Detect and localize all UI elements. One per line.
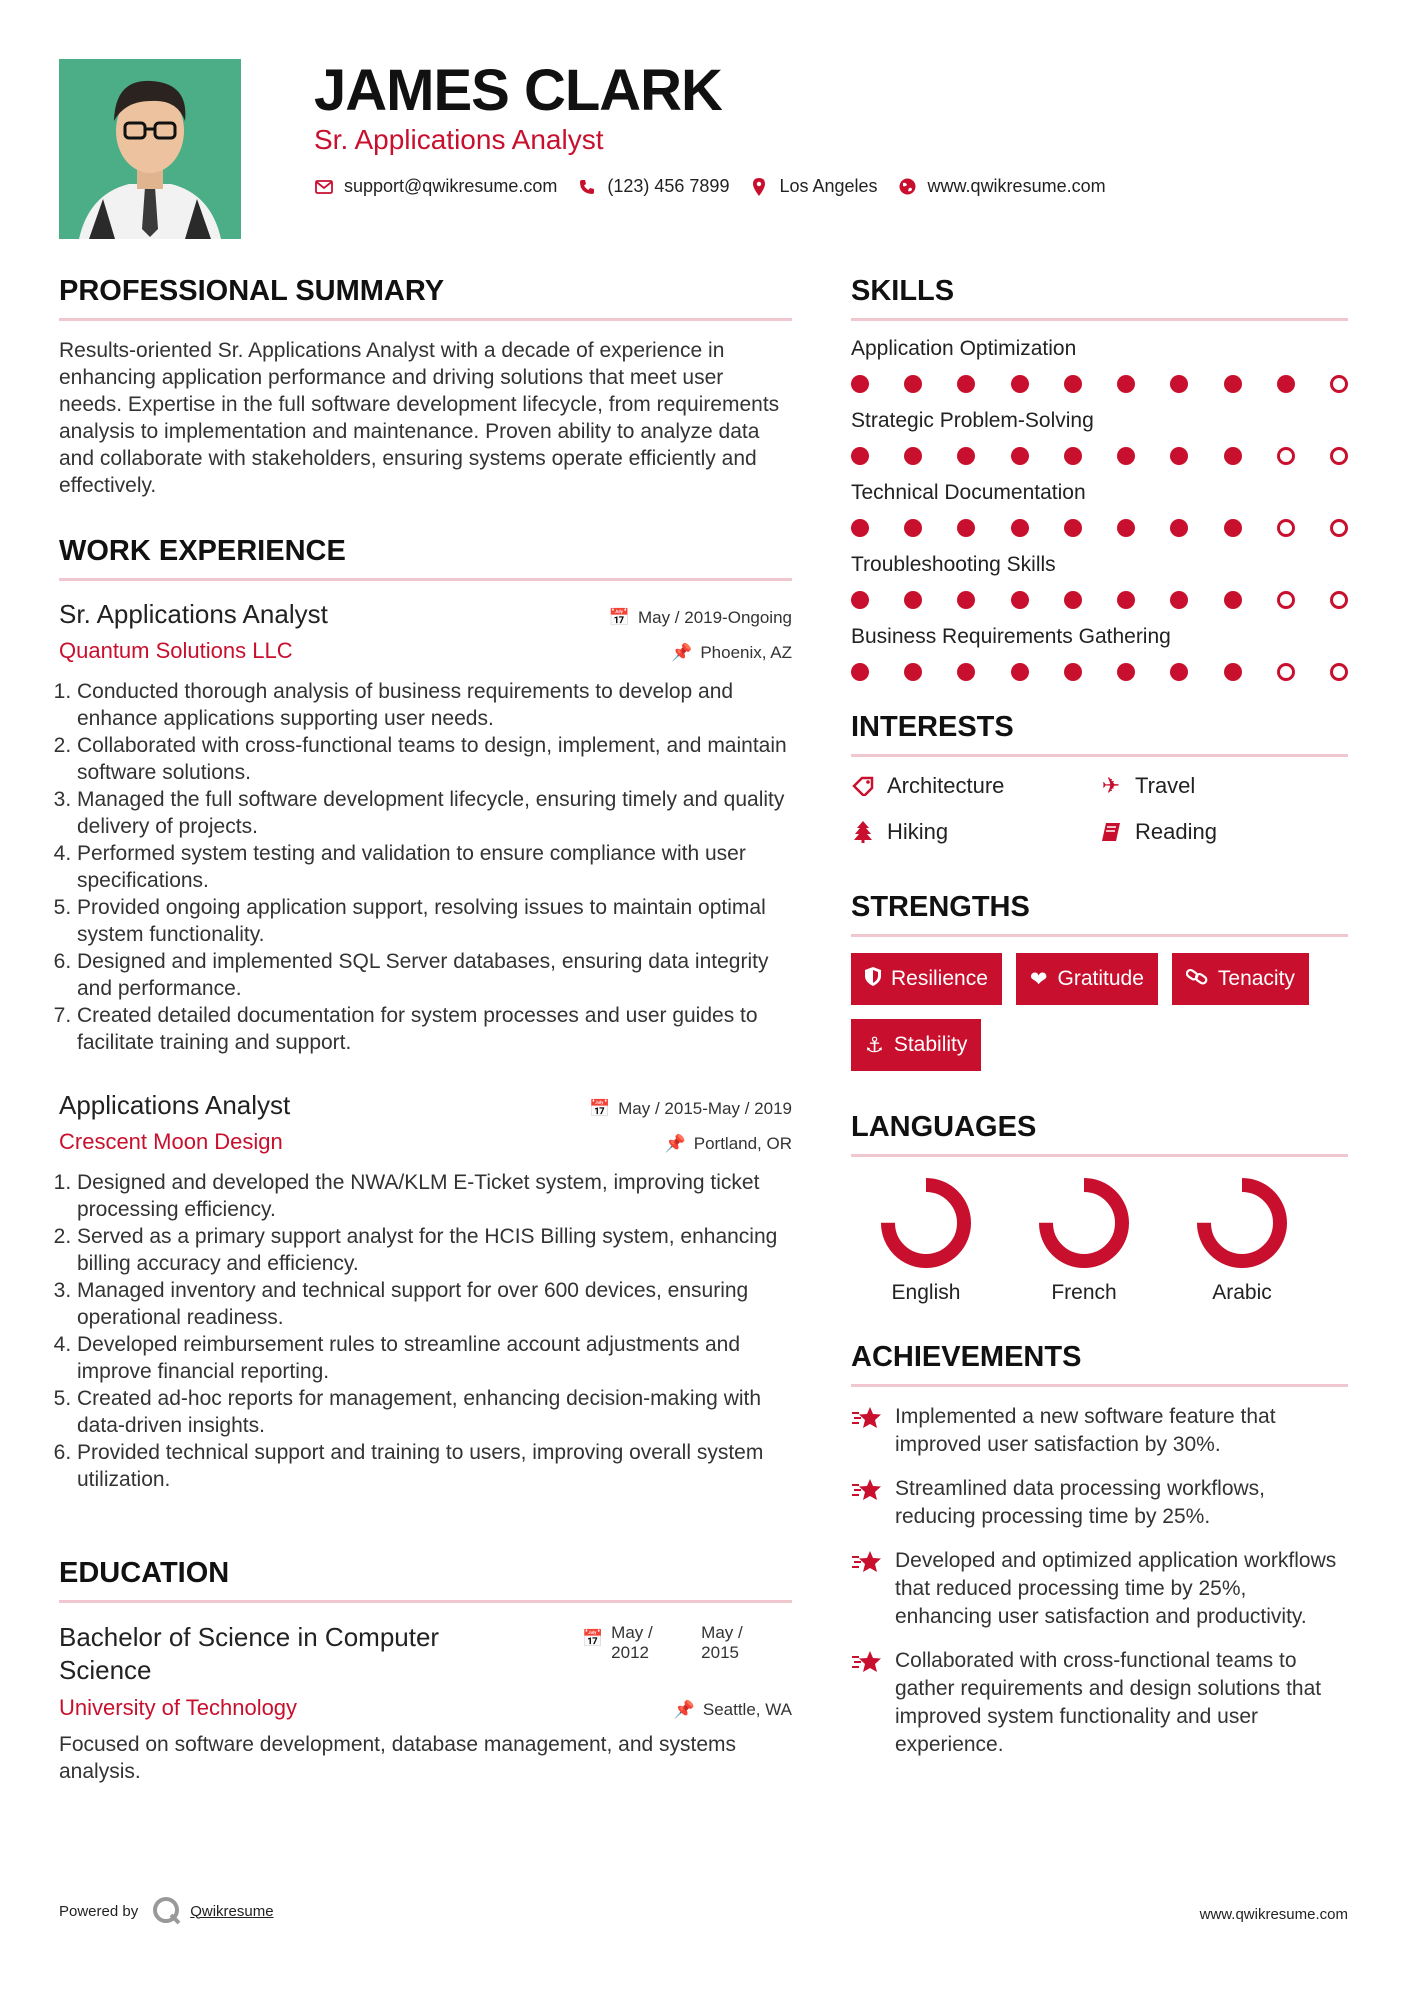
strength-badge: ❤ Gratitude [1016, 953, 1158, 1005]
calendar-icon: 📅 [608, 608, 630, 627]
summary-text: Results-oriented Sr. Applications Analyst with a decade of experience in enhancing application performance and driving solutions that meet user needs. Expertise in the full software development lifecycle, from requirements analysis to implementation and maintenance. Proven ability to analyze data and collaborate with stakeholders, ensuring systems operate efficiently and effectively. [59, 339, 780, 497]
education-description: Focused on software development, database management, and systems analysis. [59, 1733, 737, 1783]
job-date: May / 2019-Ongoing [637, 608, 792, 627]
section-title-experience: WORK EXPERIENCE [59, 535, 792, 581]
job-company: Quantum Solutions LLC [59, 638, 293, 663]
rating-dot-filled [1170, 519, 1188, 537]
job-title: Applications Analyst [59, 1090, 291, 1120]
list-item: 2. Collaborated with cross-functional teams to design, implement, and maintain software solutions. [77, 732, 792, 786]
strengths-section [851, 891, 1348, 1071]
rating-dot-filled [904, 375, 922, 393]
envelope-icon [314, 180, 334, 194]
skill-rating [851, 519, 1348, 537]
powered-by-label: Powered by [59, 1902, 139, 1920]
interest-item: ✈ Travel [1099, 773, 1347, 799]
list-item: 7. Created detailed documentation for system processes and user guides to facilitate training and support. [77, 1002, 792, 1056]
job-bullets [59, 1169, 792, 1493]
rating-dot-filled [1064, 591, 1082, 609]
book-icon [1099, 822, 1123, 842]
rating-dot-filled [957, 591, 975, 609]
school-location: Seattle, WA [702, 1700, 792, 1719]
job-entry [59, 599, 792, 1056]
job-company: Crescent Moon Design [59, 1129, 283, 1154]
rating-dot-filled [851, 375, 869, 393]
achievement-item: Developed and optimized application workflows that reduced processing time by 25%, enhancing user satisfaction and productivity. [851, 1547, 1348, 1631]
rating-dot-filled [904, 519, 922, 537]
language-name: English [891, 1281, 961, 1304]
pin-icon: 📌 [664, 1134, 686, 1153]
list-item: 3. Managed the full software development lifecycle, ensuring timely and quality delivery of projects. [77, 786, 792, 840]
profile-photo [59, 59, 241, 239]
language-name: French [1051, 1281, 1117, 1304]
rating-dot-filled [1011, 591, 1029, 609]
rating-dot-filled [1064, 375, 1082, 393]
star-icon [851, 1475, 885, 1531]
calendar-icon: 📅 [582, 1629, 604, 1648]
rating-dot-filled [904, 447, 922, 465]
globe-icon [898, 178, 918, 195]
interest-item: Hiking [851, 819, 1099, 845]
candidate-name: JAMES CLARK [314, 58, 722, 123]
job-location: Phoenix, AZ [700, 643, 792, 662]
qwikresume-logo-icon [152, 1896, 182, 1926]
list-item: 5. Created ad-hoc reports for management, enhancing decision-making with data-driven insights. [77, 1385, 792, 1439]
summary-section [59, 275, 792, 499]
language-item [843, 1173, 1009, 1305]
rating-dot-filled [851, 519, 869, 537]
rating-dot-empty [1330, 447, 1348, 465]
language-ring [876, 1173, 976, 1273]
rating-dot-empty [1277, 519, 1295, 537]
list-item: 6. Designed and implemented SQL Server databases, ensuring data integrity and performance. [77, 948, 792, 1002]
education-date-end: May / 2015 [701, 1623, 743, 1662]
skills-section [851, 275, 1348, 681]
skill-name: Troubleshooting Skills [851, 553, 1056, 576]
plane-icon: ✈ [1101, 773, 1121, 798]
list-item: 6. Provided technical support and training to users, improving overall system utilization. [77, 1439, 792, 1493]
section-title-interests: INTERESTS [851, 711, 1348, 757]
rating-dot-filled [1011, 447, 1029, 465]
list-item: 1. Designed and developed the NWA/KLM E-Ticket system, improving ticket processing efficiency. [77, 1169, 792, 1223]
rating-dot-filled [957, 519, 975, 537]
calendar-icon: 📅 [588, 1099, 611, 1118]
achievement-item: Implemented a new software feature that improved user satisfaction by 30%. [851, 1403, 1348, 1459]
languages-section [851, 1111, 1348, 1305]
section-title-summary: PROFESSIONAL SUMMARY [59, 275, 792, 321]
rating-dot-empty [1330, 663, 1348, 681]
section-title-strengths: STRENGTHS [851, 891, 1348, 937]
interests-section [851, 711, 1348, 845]
rating-dot-filled [1170, 375, 1188, 393]
skill-item [851, 625, 1348, 681]
section-title-skills: SKILLS [851, 275, 1348, 321]
rating-dot-filled [1011, 375, 1029, 393]
rating-dot-filled [851, 591, 869, 609]
heart-icon: ❤ [1029, 967, 1048, 991]
skill-name: Strategic Problem-Solving [851, 409, 1094, 432]
pin-icon: 📌 [671, 643, 693, 662]
section-title-languages: LANGUAGES [851, 1111, 1348, 1157]
rating-dot-filled [957, 375, 975, 393]
list-item: 5. Provided ongoing application support, resolving issues to maintain optimal system functionality. [77, 894, 792, 948]
rating-dot-empty [1330, 519, 1348, 537]
star-icon [851, 1547, 885, 1631]
skill-name: Application Optimization [851, 337, 1077, 360]
left-column [59, 275, 792, 1785]
rating-dot-filled [1277, 375, 1295, 393]
footer-powered-by [59, 1896, 274, 1926]
rating-dot-empty [1277, 591, 1295, 609]
list-item: 3. Managed inventory and technical support for over 600 devices, ensuring operational readiness. [77, 1277, 792, 1331]
rating-dot-filled [1170, 447, 1188, 465]
rating-dot-filled [1170, 591, 1188, 609]
rating-dot-filled [851, 447, 869, 465]
rating-dot-filled [1117, 375, 1135, 393]
rating-dot-filled [1224, 519, 1242, 537]
right-column [851, 275, 1348, 1775]
language-level-arc [1204, 1185, 1280, 1261]
contact-email[interactable]: support@qwikresume.com [344, 176, 558, 196]
job-location: Portland, OR [693, 1134, 792, 1153]
language-level-arc [1046, 1185, 1122, 1261]
rating-dot-filled [1224, 375, 1242, 393]
pin-icon: 📌 [673, 1700, 695, 1719]
achievement-item: Collaborated with cross-functional teams to gather requirements and design solutions that improved system functionality and user experience. [851, 1647, 1348, 1759]
qwikresume-link[interactable]: Qwikresume [190, 1902, 274, 1920]
skill-rating [851, 447, 1348, 465]
list-item: 4. Developed reimbursement rules to streamline account adjustments and improve financial reporting. [77, 1331, 792, 1385]
skill-rating [851, 663, 1348, 681]
rating-dot-filled [1064, 519, 1082, 537]
list-item: 2. Served as a primary support analyst for the HCIS Billing system, enhancing billing accuracy and efficiency. [77, 1223, 792, 1277]
rating-dot-filled [1064, 447, 1082, 465]
education-section [59, 1557, 792, 1785]
rating-dot-filled [1224, 663, 1242, 681]
degree-title: Bachelor of Science in Computer Science [59, 1622, 440, 1685]
achievements-section [851, 1341, 1348, 1759]
education-date-start: May / 2012 [611, 1623, 653, 1662]
rating-dot-filled [1224, 447, 1242, 465]
contact-phone[interactable]: (123) 456 7899 [607, 176, 730, 196]
language-level-arc [888, 1185, 964, 1261]
achievement-item: Streamlined data processing workflows, reducing processing time by 25%. [851, 1475, 1348, 1531]
rating-dot-filled [1170, 663, 1188, 681]
skill-rating [851, 375, 1348, 393]
rating-dot-filled [851, 663, 869, 681]
section-title-achievements: ACHIEVEMENTS [851, 1341, 1348, 1387]
skill-item [851, 553, 1348, 609]
strength-badge: Resilience [851, 953, 1002, 1005]
section-title-education: EDUCATION [59, 1557, 792, 1603]
job-bullets [59, 678, 792, 1056]
skill-name: Business Requirements Gathering [851, 625, 1171, 648]
list-item: 4. Performed system testing and validation to ensure compliance with user specifications. [77, 840, 792, 894]
rating-dot-filled [1011, 663, 1029, 681]
job-entry [59, 1090, 792, 1493]
rating-dot-filled [1011, 519, 1029, 537]
language-name: Arabic [1212, 1281, 1272, 1304]
interest-item: Architecture [851, 773, 1099, 799]
strength-badge: ⚓ Stability [851, 1019, 981, 1071]
rating-dot-filled [904, 663, 922, 681]
skill-name: Technical Documentation [851, 481, 1086, 504]
skill-item [851, 481, 1348, 537]
phone-icon [577, 179, 597, 195]
rating-dot-filled [1224, 591, 1242, 609]
interest-item: Reading [1099, 819, 1347, 845]
language-ring [1192, 1173, 1292, 1273]
rating-dot-filled [1117, 447, 1135, 465]
rating-dot-filled [1117, 663, 1135, 681]
contact-location: Los Angeles [779, 176, 878, 196]
anchor-icon: ⚓ [865, 1033, 884, 1057]
language-item [1001, 1173, 1167, 1305]
skill-rating [851, 591, 1348, 609]
rating-dot-filled [904, 591, 922, 609]
language-item [1159, 1173, 1325, 1305]
star-icon [851, 1647, 885, 1759]
link-icon [1186, 967, 1208, 991]
contact-bar [314, 176, 1126, 197]
rating-dot-filled [1064, 663, 1082, 681]
tag-icon [851, 776, 875, 796]
job-title: Sr. Applications Analyst [59, 599, 328, 629]
rating-dot-filled [1117, 591, 1135, 609]
skill-item [851, 409, 1348, 465]
experience-section [59, 535, 792, 1493]
candidate-title: Sr. Applications Analyst [314, 124, 604, 155]
strength-badge: Tenacity [1172, 953, 1309, 1005]
rating-dot-empty [1330, 375, 1348, 393]
skill-item [851, 337, 1348, 393]
rating-dot-filled [957, 447, 975, 465]
rating-dot-empty [1330, 591, 1348, 609]
school-name: University of Technology [59, 1695, 298, 1720]
tree-icon [851, 821, 875, 843]
job-date: May / 2015-May / 2019 [618, 1099, 792, 1118]
language-ring [1034, 1173, 1134, 1273]
star-icon [851, 1403, 885, 1459]
rating-dot-filled [1117, 519, 1135, 537]
shield-icon [865, 967, 881, 992]
footer-website[interactable]: www.qwikresume.com [1199, 1906, 1348, 1923]
map-pin-icon [749, 178, 769, 196]
rating-dot-filled [957, 663, 975, 681]
contact-website[interactable]: www.qwikresume.com [927, 176, 1106, 196]
list-item: 1. Conducted thorough analysis of business requirements to develop and enhance applications supporting user needs. [77, 678, 792, 732]
rating-dot-empty [1277, 447, 1295, 465]
rating-dot-empty [1277, 663, 1295, 681]
